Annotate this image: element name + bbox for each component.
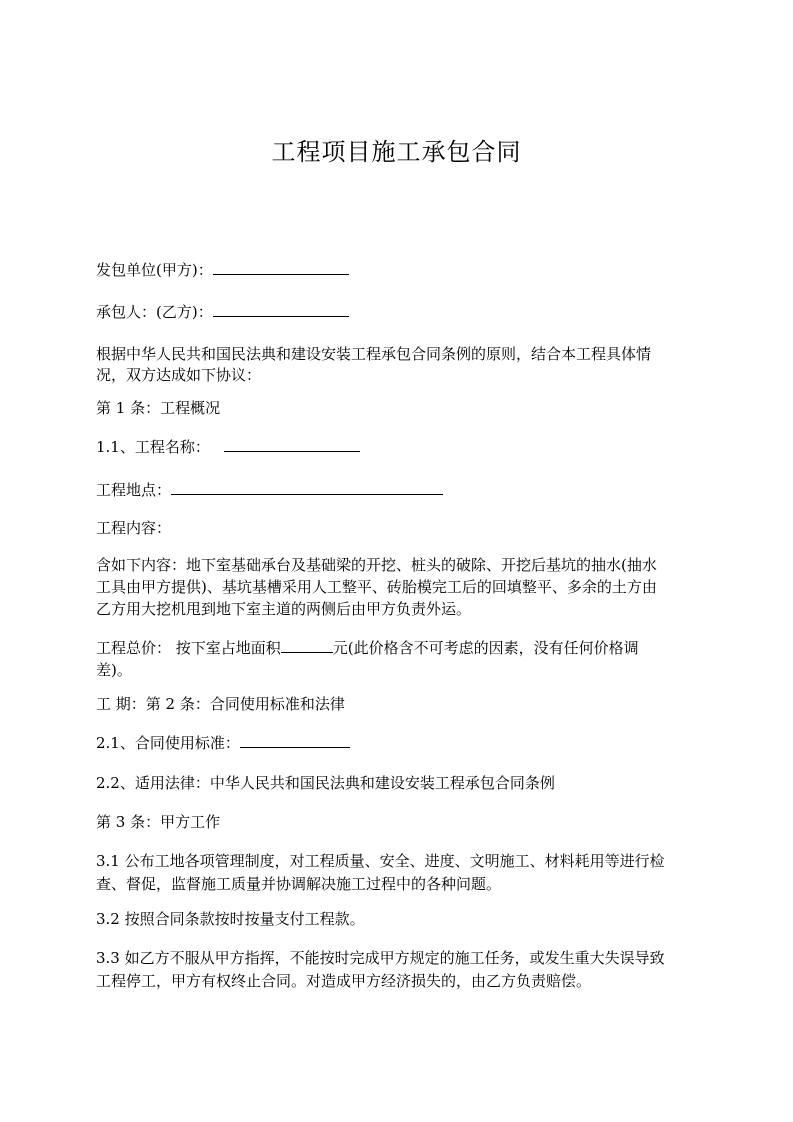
total-price-line [96,636,639,660]
standard-label: 2.1、合同使用标准： [96,734,240,752]
party-a-blank [213,259,349,275]
content-line-1: 含如下内容：地下室基础承台及基础梁的开挖、桩头的破除、开挖后基坑的抽水(抽水 [96,556,657,574]
party-b-label: 承包人：(乙方)： [96,303,213,321]
page-title: 工程项目施工承包合同 [271,138,522,166]
clause-3-1-line-1: 3.1 公布工地各项管理制度，对工程质量、安全、进度、文明施工、材料耗用等进行检 [96,852,665,870]
content-line-3: 乙方用大挖机甩到地下室主道的两侧后由甲方负责外运。 [96,600,472,618]
article-1-heading: 第 1 条：工程概况 [96,399,221,417]
project-location-blank [171,479,443,495]
clause-3-2: 3.2 按照合同条款按时按量支付工程款。 [96,910,365,928]
law-line: 2.2、适用法律：中华人民共和国民法典和建设安装工程承包合同条例 [96,774,555,792]
party-a-line [96,258,349,282]
clause-3-3-line-2: 工程停工，甲方有权终止合同。对造成甲方经济损失的，由乙方负责赔偿。 [96,972,592,990]
clause-3-3-line-1: 3.3 如乙方不服从甲方指挥，不能按时完成甲方规定的施工任务，或发生重大失误导致 [96,949,665,967]
total-price-suffix: 元(此价格含不可考虑的因素，没有任何价格调 [332,639,639,657]
project-content-label: 工程内容： [96,519,172,537]
total-price-line-2: 差)。 [96,661,132,679]
project-name-line [96,435,360,459]
total-price-prefix: 工程总价： 按下室占地面积 [96,639,281,657]
party-a-label: 发包单位(甲方)： [96,261,213,279]
project-name-label: 1.1、工程名称： [96,438,210,456]
intro-line-2: 况，双方达成如下协议： [96,366,262,384]
party-b-blank [213,301,349,317]
total-price-blank [281,637,333,653]
article-3-heading: 第 3 条：甲方工作 [96,813,221,831]
clause-3-1-line-2: 查、督促，监督施工质量并协调解决施工过程中的各种问题。 [96,875,502,893]
standard-blank [240,732,350,748]
content-line-2: 工具由甲方提供)、基坑基槽采用人工整平、砖胎模完工后的回填整平、多余的土方由 [96,578,657,596]
standard-line [96,731,350,755]
project-name-blank [224,436,360,452]
project-location-line [96,478,443,502]
party-b-line [96,300,349,324]
project-location-label: 工程地点： [96,481,172,499]
article-2-heading: 工 期：第 2 条：合同使用标准和法律 [96,695,345,713]
intro-line-1: 根据中华人民共和国民法典和建设安装工程承包合同条例的原则，结合本工程具体情 [96,345,652,363]
